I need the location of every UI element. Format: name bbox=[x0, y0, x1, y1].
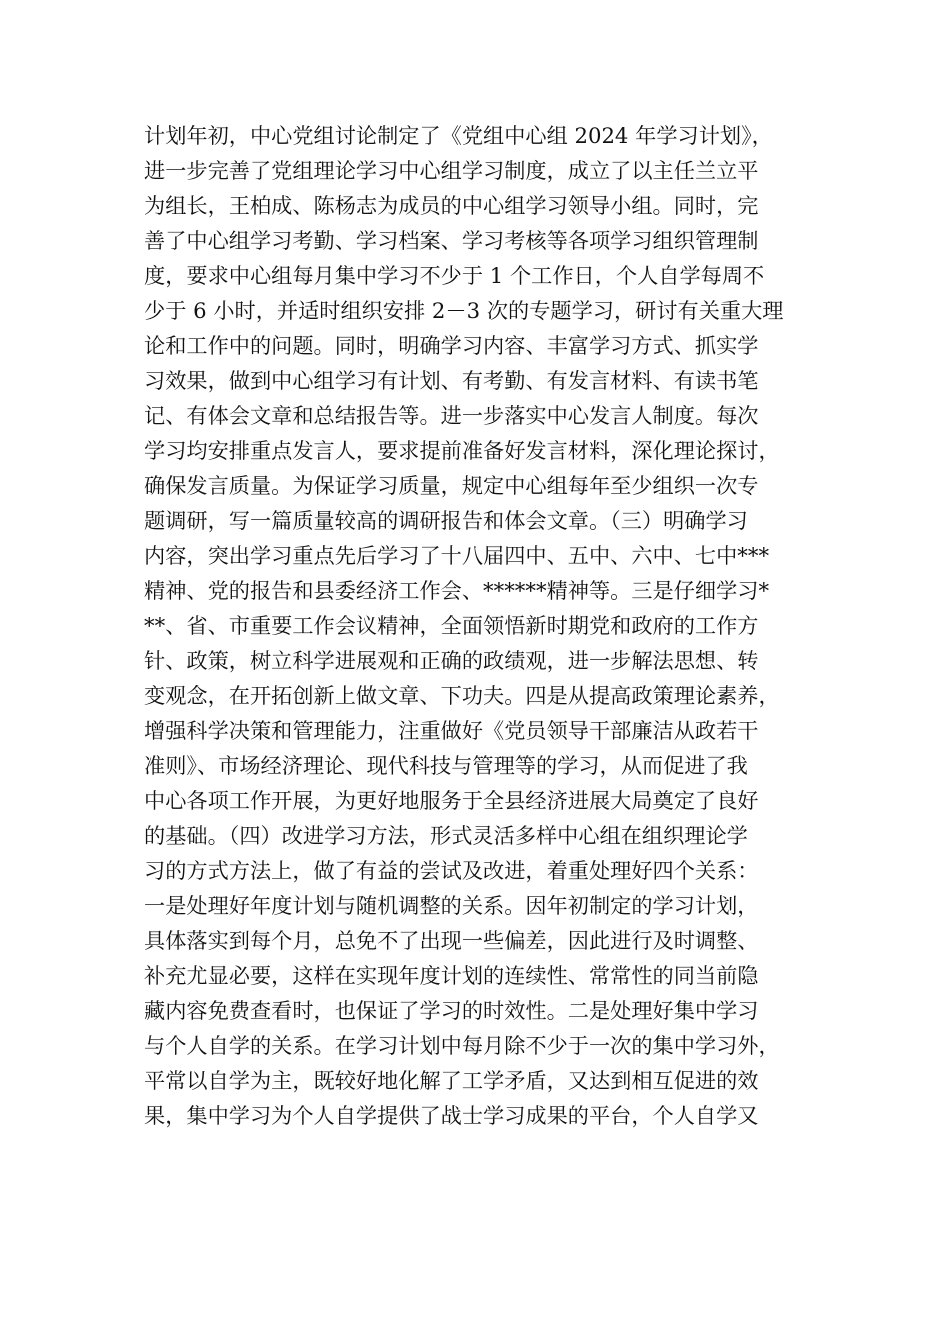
text-line: 习的方式方法上，做了有益的尝试及改进，着重处理好四个关系： bbox=[144, 858, 759, 883]
text-line: 习效果，做到中心组学习有计划、有考勤、有发言材料、有读书笔 bbox=[144, 368, 759, 393]
text-line: 内容，突出学习重点先后学习了十八届四中、五中、六中、七中*** bbox=[144, 543, 770, 568]
text-line: 度，要求中心组每月集中学习不少于 1 个工作日，个人自学每周不 bbox=[144, 263, 765, 288]
text-line: 精神、党的报告和县委经济工作会、******精神等。三是仔细学习* bbox=[144, 578, 770, 603]
text-line: 藏内容免费查看时，也保证了学习的时效性。二是处理好集中学习 bbox=[144, 998, 759, 1023]
text-line: **、省、市重要工作会议精神，全面领悟新时期党和政府的工作方 bbox=[144, 613, 759, 638]
text-line: 少于 6 小时，并适时组织安排 2－3 次的专题学习，研讨有关重大理 bbox=[144, 298, 784, 323]
text-line: 计划年初，中心党组讨论制定了《党组中心组 2024 年学习计划》， bbox=[144, 123, 773, 148]
text-line: 论和工作中的问题。同时，明确学习内容、丰富学习方式、抓实学 bbox=[144, 333, 759, 358]
text-line: 变观念，在开拓创新上做文章、下功夫。四是从提高政策理论素养， bbox=[144, 683, 780, 708]
text-line: 针、政策，树立科学进展观和正确的政绩观，进一步解法思想、转 bbox=[144, 648, 759, 673]
body-text bbox=[144, 118, 844, 1133]
text-line: 准则》、市场经济理论、现代科技与管理等的学习，从而促进了我 bbox=[144, 753, 748, 778]
text-line: 记、有体会文章和总结报告等。进一步落实中心发言人制度。每次 bbox=[144, 403, 759, 428]
text-line: 中心各项工作开展，为更好地服务于全县经济进展大局奠定了良好 bbox=[144, 788, 759, 813]
text-line: 平常以自学为主，既较好地化解了工学矛盾，又达到相互促进的效 bbox=[144, 1068, 759, 1093]
text-line: 学习均安排重点发言人，要求提前准备好发言材料，深化理论探讨， bbox=[144, 438, 780, 463]
text-line: 题调研，写一篇质量较高的调研报告和体会文章。（三）明确学习 bbox=[144, 508, 748, 533]
text-line: 一是处理好年度计划与随机调整的关系。因年初制定的学习计划， bbox=[144, 893, 759, 918]
text-line: 具体落实到每个月，总免不了出现一些偏差，因此进行及时调整、 bbox=[144, 928, 759, 953]
text-line: 进一步完善了党组理论学习中心组学习制度，成立了以主任兰立平 bbox=[144, 158, 759, 183]
text-line: 果，集中学习为个人自学提供了战士学习成果的平台，个人自学又 bbox=[144, 1103, 759, 1128]
text-line: 确保发言质量。为保证学习质量，规定中心组每年至少组织一次专 bbox=[144, 473, 759, 498]
text-line: 的基础。（四）改进学习方法，形式灵活多样中心组在组织理论学 bbox=[144, 823, 748, 848]
text-line: 与个人自学的关系。在学习计划中每月除不少于一次的集中学习外， bbox=[144, 1033, 780, 1058]
text-line: 为组长，王柏成、陈杨志为成员的中心组学习领导小组。同时，完 bbox=[144, 193, 759, 218]
text-line: 增强科学决策和管理能力，注重做好《党员领导干部廉洁从政若干 bbox=[144, 718, 759, 743]
text-line: 善了中心组学习考勤、学习档案、学习考核等各项学习组织管理制 bbox=[144, 228, 759, 253]
text-line: 补充尤显必要，这样在实现年度计划的连续性、常常性的同当前隐 bbox=[144, 963, 759, 988]
